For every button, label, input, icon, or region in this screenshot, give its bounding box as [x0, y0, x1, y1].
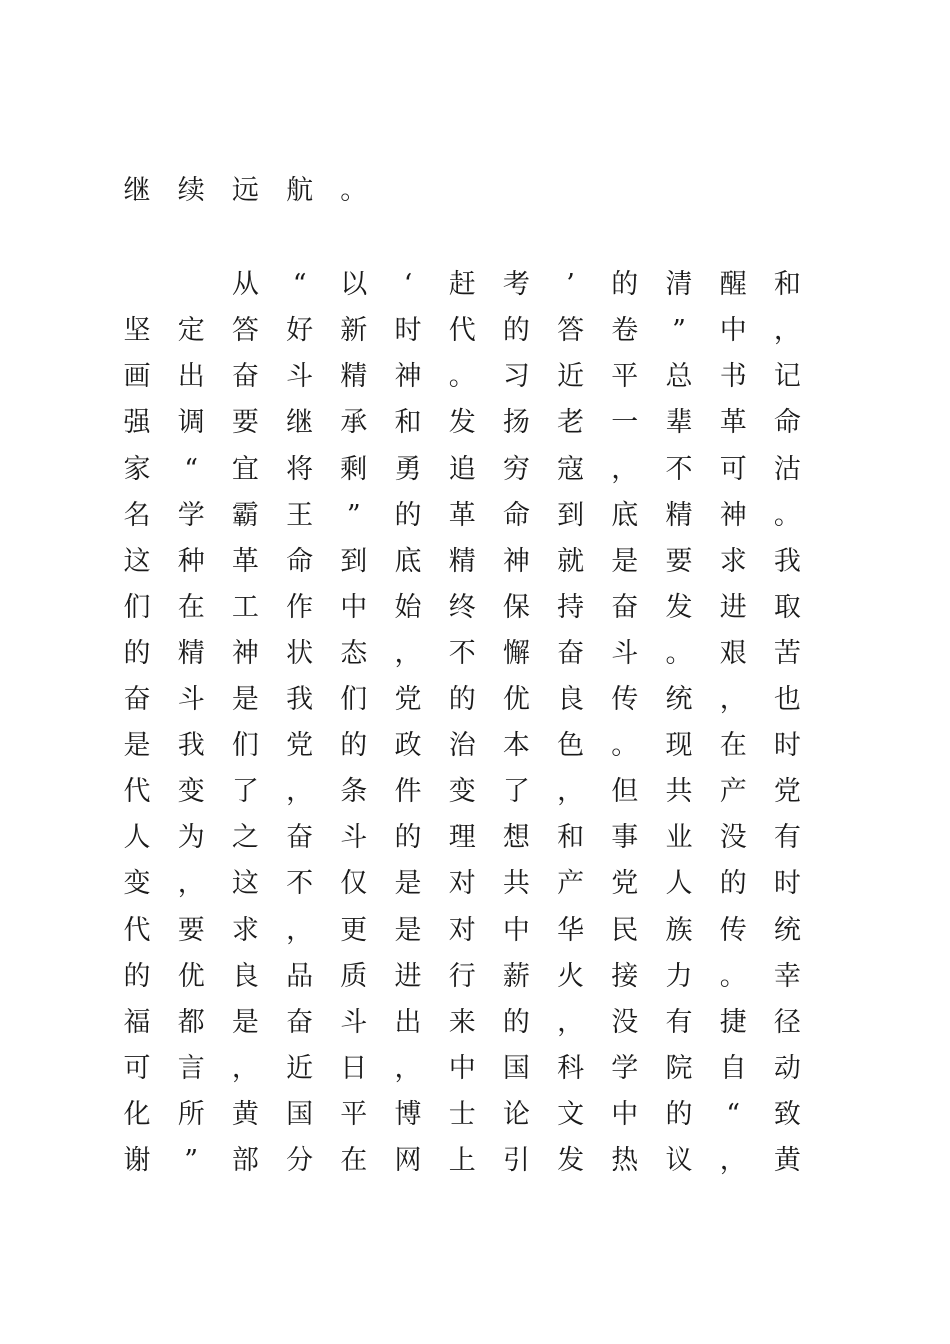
text-char: 从 [231, 269, 259, 301]
text-char: 工 [231, 591, 259, 623]
text-char: 接 [611, 960, 639, 992]
text-char: 科 [557, 1052, 585, 1084]
text-char: ” [184, 1145, 199, 1176]
text-line [110, 723, 830, 769]
text-char: 。 [611, 730, 639, 762]
text-char: ， [231, 1052, 259, 1084]
text-char: 传 [611, 684, 639, 715]
text-char: 优 [177, 960, 205, 992]
text-char: 神 [231, 637, 259, 669]
text-char: 航 [286, 175, 314, 206]
text-char: 辈 [665, 407, 693, 439]
text-char: 奋 [286, 1006, 314, 1038]
text-char: 的 [502, 315, 530, 347]
text-char: 斗 [340, 822, 368, 854]
text-char: 的 [611, 269, 639, 301]
text-char: 事 [611, 822, 639, 854]
text-char: 是 [394, 914, 422, 946]
text-char: 所 [177, 1098, 205, 1130]
text-char: 保 [502, 591, 530, 623]
text-char: 我 [773, 545, 801, 577]
text-char: 政 [394, 730, 422, 762]
text-line [110, 308, 830, 354]
text-line [110, 1046, 830, 1092]
text-char: 答 [231, 315, 259, 347]
text-char: 是 [123, 730, 151, 762]
text-char: 作 [286, 591, 314, 623]
text-char: 致 [773, 1098, 801, 1130]
text-char: 共 [665, 776, 693, 808]
text-char: 习 [502, 361, 530, 393]
text-char: 质 [340, 960, 368, 992]
text-line [110, 400, 830, 446]
text-char: 态 [340, 637, 368, 669]
text-char: 统 [773, 914, 801, 946]
text-char: 的 [502, 1006, 530, 1038]
text-char: 理 [448, 822, 476, 854]
text-char: 更 [340, 914, 368, 946]
text-char: 有 [773, 822, 801, 854]
text-char: 醒 [719, 269, 747, 301]
text-char: 族 [665, 914, 693, 946]
text-line [110, 262, 830, 308]
text-char: 不 [286, 868, 314, 900]
text-char: 。 [340, 175, 368, 206]
text-char: 论 [502, 1098, 530, 1130]
text-char: 传 [719, 914, 747, 946]
text-char: 家 [123, 453, 151, 485]
text-char: 没 [611, 1006, 639, 1038]
text-char: 追 [448, 453, 476, 485]
text-char: 学 [177, 499, 205, 531]
text-char: 力 [665, 960, 693, 992]
text-char: 自 [719, 1052, 747, 1084]
text-char: 的 [719, 868, 747, 900]
text-char: 了 [231, 776, 259, 808]
text-char: 新 [340, 315, 368, 347]
text-char: 博 [394, 1098, 422, 1130]
text-char: 发 [448, 407, 476, 439]
text-line [110, 815, 830, 861]
text-char: 承 [340, 407, 368, 439]
text-line [110, 168, 830, 214]
text-char: 革 [719, 407, 747, 439]
text-char: 平 [611, 361, 639, 393]
text-char: 霸 [231, 499, 259, 531]
text-char: 近 [286, 1052, 314, 1084]
text-char: “ [726, 1098, 741, 1130]
text-char: 对 [448, 868, 476, 900]
text-char: 黄 [773, 1145, 801, 1176]
text-char: 学 [611, 1052, 639, 1084]
text-char: 的 [123, 960, 151, 992]
text-char: 答 [557, 315, 585, 347]
text-char: 中 [448, 1052, 476, 1084]
text-char: 人 [123, 822, 151, 854]
text-char: 色 [557, 730, 585, 762]
text-char: 治 [448, 730, 476, 762]
text-char: 命 [773, 407, 801, 439]
text-char: 部 [231, 1145, 259, 1176]
text-char: “ [184, 453, 199, 485]
text-char: 国 [286, 1098, 314, 1130]
text-line [110, 631, 830, 677]
text-char: 引 [502, 1145, 530, 1176]
text-char: 是 [231, 684, 259, 715]
text-char: 不 [448, 637, 476, 669]
text-char: 之 [231, 822, 259, 854]
text-char: 良 [557, 684, 585, 715]
text-char: 斗 [286, 361, 314, 393]
text-char: 种 [177, 545, 205, 577]
text-char: 党 [773, 776, 801, 808]
text-char: 是 [231, 1006, 259, 1038]
text-char: 一 [611, 407, 639, 439]
text-char: 中 [340, 591, 368, 623]
text-char: 时 [394, 315, 422, 347]
text-char: 画 [123, 361, 151, 393]
text-char: 近 [557, 361, 585, 393]
text-line [110, 493, 830, 539]
text-char: ， [719, 1145, 747, 1176]
text-char: 网 [394, 1145, 422, 1176]
text-char: 总 [665, 361, 693, 393]
text-char: 中 [719, 315, 747, 347]
text-char: 产 [719, 776, 747, 808]
text-char: 奋 [286, 822, 314, 854]
text-char: 远 [231, 175, 259, 206]
text-char: 想 [502, 822, 530, 854]
text-char: 来 [448, 1006, 476, 1038]
text-char: 奋 [123, 684, 151, 715]
text-char: 精 [340, 361, 368, 393]
text-char: ， [177, 868, 205, 900]
text-line [110, 447, 830, 493]
text-char: 老 [557, 407, 585, 439]
text-line [110, 539, 830, 585]
text-char: 业 [665, 822, 693, 854]
text-char: 命 [286, 545, 314, 577]
text-char: 党 [394, 684, 422, 715]
text-char: 共 [502, 868, 530, 900]
text-char: 的 [340, 730, 368, 762]
text-char: 宜 [231, 453, 259, 485]
text-char: 定 [177, 315, 205, 347]
text-char: 这 [123, 545, 151, 577]
text-char: ， [394, 637, 422, 669]
text-char: ， [557, 776, 585, 808]
text-char: 没 [719, 822, 747, 854]
text-char: 勇 [394, 453, 422, 485]
text-char: 国 [502, 1052, 530, 1084]
text-char: 优 [502, 684, 530, 715]
text-char: 文 [557, 1098, 585, 1130]
text-char: 的 [123, 637, 151, 669]
text-char: 分 [286, 1145, 314, 1176]
text-char: 将 [286, 453, 314, 485]
text-char: 底 [394, 545, 422, 577]
text-char: 苦 [773, 637, 801, 669]
text-char: 取 [773, 591, 801, 623]
text-char: 进 [394, 960, 422, 992]
text-char: 在 [340, 1145, 368, 1176]
text-char: 以 [340, 269, 368, 301]
text-char: 了 [502, 776, 530, 808]
text-char: 发 [557, 1145, 585, 1176]
text-char: 在 [177, 591, 205, 623]
text-char: 但 [611, 776, 639, 808]
text-char: 都 [177, 1006, 205, 1038]
text-char: 精 [177, 637, 205, 669]
text-char: 继 [123, 175, 151, 206]
text-char: 状 [286, 637, 314, 669]
text-char: 。 [448, 361, 476, 393]
text-char: 斗 [611, 637, 639, 669]
text-char: 命 [502, 499, 530, 531]
text-char: ， [773, 315, 801, 347]
text-char: 日 [340, 1052, 368, 1084]
text-char: 本 [502, 730, 530, 762]
text-char: 们 [123, 591, 151, 623]
text-char: 行 [448, 960, 476, 992]
text-char: 扬 [502, 407, 530, 439]
text-char: 终 [448, 591, 476, 623]
text-char: 在 [719, 730, 747, 762]
text-char: 进 [719, 591, 747, 623]
text-char: 革 [448, 499, 476, 531]
text-char: 。 [719, 960, 747, 992]
text-char: 黄 [231, 1098, 259, 1130]
text-char: 始 [394, 591, 422, 623]
text-char: 调 [177, 407, 205, 439]
text-char: 记 [773, 361, 801, 393]
text-char: 时 [773, 868, 801, 900]
text-line [110, 954, 830, 1000]
text-char: 代 [123, 914, 151, 946]
text-char: 言 [177, 1052, 205, 1084]
text-char: ， [719, 684, 747, 715]
text-char: “ [292, 269, 307, 301]
text-char: 的 [394, 822, 422, 854]
text-line [110, 354, 830, 400]
text-char: 要 [231, 407, 259, 439]
text-char: 代 [123, 776, 151, 808]
text-char: 清 [665, 269, 693, 301]
text-char: 热 [611, 1145, 639, 1176]
text-char: 好 [286, 315, 314, 347]
text-char: 我 [286, 684, 314, 715]
text-char: 奋 [557, 637, 585, 669]
text-char: 书 [719, 361, 747, 393]
text-char: 王 [286, 499, 314, 531]
text-char: 剩 [340, 453, 368, 485]
text-line [110, 677, 830, 723]
text-char: 神 [394, 361, 422, 393]
text-line [110, 861, 830, 907]
text-char: 径 [773, 1006, 801, 1038]
text-char: 上 [448, 1145, 476, 1176]
text-char: 精 [448, 545, 476, 577]
text-char: 火 [557, 960, 585, 992]
text-char: 变 [123, 868, 151, 900]
text-char: ， [611, 453, 639, 485]
text-char: ” [346, 499, 361, 531]
text-char: ， [286, 914, 314, 946]
text-char: 民 [611, 914, 639, 946]
text-char: 捷 [719, 1006, 747, 1038]
text-char: ” [672, 315, 686, 347]
text-char: 底 [611, 499, 639, 531]
text-char: 出 [177, 361, 205, 393]
text-char: 统 [665, 684, 693, 715]
text-char: 变 [448, 776, 476, 808]
text-char: 名 [123, 499, 151, 531]
text-char: 良 [231, 960, 259, 992]
text-char: 也 [773, 684, 801, 715]
text-char: 平 [340, 1098, 368, 1130]
text-char: 们 [231, 730, 259, 762]
text-char: ， [286, 776, 314, 808]
text-char: 穷 [502, 453, 530, 485]
text-char: 们 [340, 684, 368, 715]
text-char: ‘ [403, 269, 413, 301]
text-char: 幸 [773, 960, 801, 992]
text-char: 华 [557, 914, 585, 946]
text-char: 现 [665, 730, 693, 762]
text-char: 懈 [502, 637, 530, 669]
text-char: 时 [773, 730, 801, 762]
text-char: 续 [177, 175, 205, 206]
text-char: 薪 [502, 960, 530, 992]
text-char: 动 [773, 1052, 801, 1084]
text-char: 精 [665, 499, 693, 531]
text-char: 变 [177, 776, 205, 808]
text-char: 谢 [123, 1145, 151, 1176]
text-char: 奋 [611, 591, 639, 623]
text-char: 发 [665, 591, 693, 623]
text-char: 产 [557, 868, 585, 900]
text-char: 强 [123, 407, 151, 439]
text-char: 我 [177, 730, 205, 762]
text-char: ’ [566, 269, 575, 301]
text-char: 坚 [123, 315, 151, 347]
text-char: 求 [231, 914, 259, 946]
text-char: 福 [123, 1006, 151, 1038]
text-char: 斗 [340, 1006, 368, 1038]
text-char: 件 [394, 776, 422, 808]
text-char: 寇 [557, 453, 585, 485]
text-line [110, 585, 830, 631]
text-line [110, 769, 830, 815]
text-char: 要 [665, 545, 693, 577]
text-char: 可 [719, 453, 747, 485]
text-char: 的 [448, 684, 476, 715]
text-char: 的 [665, 1098, 693, 1130]
text-char: 对 [448, 914, 476, 946]
text-char: 仅 [340, 868, 368, 900]
text-line [110, 908, 830, 954]
text-char: 神 [719, 499, 747, 531]
text-char: 条 [340, 776, 368, 808]
text-char: 到 [557, 499, 585, 531]
text-char: 赶 [448, 269, 476, 301]
text-char: 人 [665, 868, 693, 900]
text-char: 沽 [773, 453, 801, 485]
text-char: 考 [502, 269, 530, 301]
text-char: 。 [773, 499, 801, 531]
text-char: 有 [665, 1006, 693, 1038]
text-char: 中 [611, 1098, 639, 1130]
text-char: 持 [557, 591, 585, 623]
text-char: 要 [177, 914, 205, 946]
text-char: 继 [286, 407, 314, 439]
text-char: 。 [665, 637, 693, 669]
text-char: 这 [231, 868, 259, 900]
text-char: 党 [611, 868, 639, 900]
text-line [110, 1092, 830, 1138]
text-char: 品 [286, 960, 314, 992]
text-char: 神 [502, 545, 530, 577]
text-char: 院 [665, 1052, 693, 1084]
text-char: ， [557, 1006, 585, 1038]
text-char: 不 [665, 453, 693, 485]
text-char: 到 [340, 545, 368, 577]
text-char: 代 [448, 315, 476, 347]
text-char: 和 [557, 822, 585, 854]
text-char: 就 [557, 545, 585, 577]
text-char: 为 [177, 822, 205, 854]
text-char: 的 [394, 499, 422, 531]
text-char: 和 [394, 407, 422, 439]
text-char: 卷 [611, 315, 639, 347]
text-char: 可 [123, 1052, 151, 1084]
text-char: 艰 [719, 637, 747, 669]
text-char: 党 [286, 730, 314, 762]
text-line [110, 1000, 830, 1046]
text-char: 革 [231, 545, 259, 577]
text-char: 求 [719, 545, 747, 577]
text-char: 中 [502, 914, 530, 946]
text-char: 奋 [231, 361, 259, 393]
text-char: 士 [448, 1098, 476, 1130]
text-char: 是 [394, 868, 422, 900]
text-char: 化 [123, 1098, 151, 1130]
text-char: 斗 [177, 684, 205, 715]
text-char: 和 [773, 269, 801, 301]
text-char: 出 [394, 1006, 422, 1038]
text-line [110, 1138, 830, 1184]
text-char: 议 [665, 1145, 693, 1176]
text-char: ， [394, 1052, 422, 1084]
text-char: 是 [611, 545, 639, 577]
